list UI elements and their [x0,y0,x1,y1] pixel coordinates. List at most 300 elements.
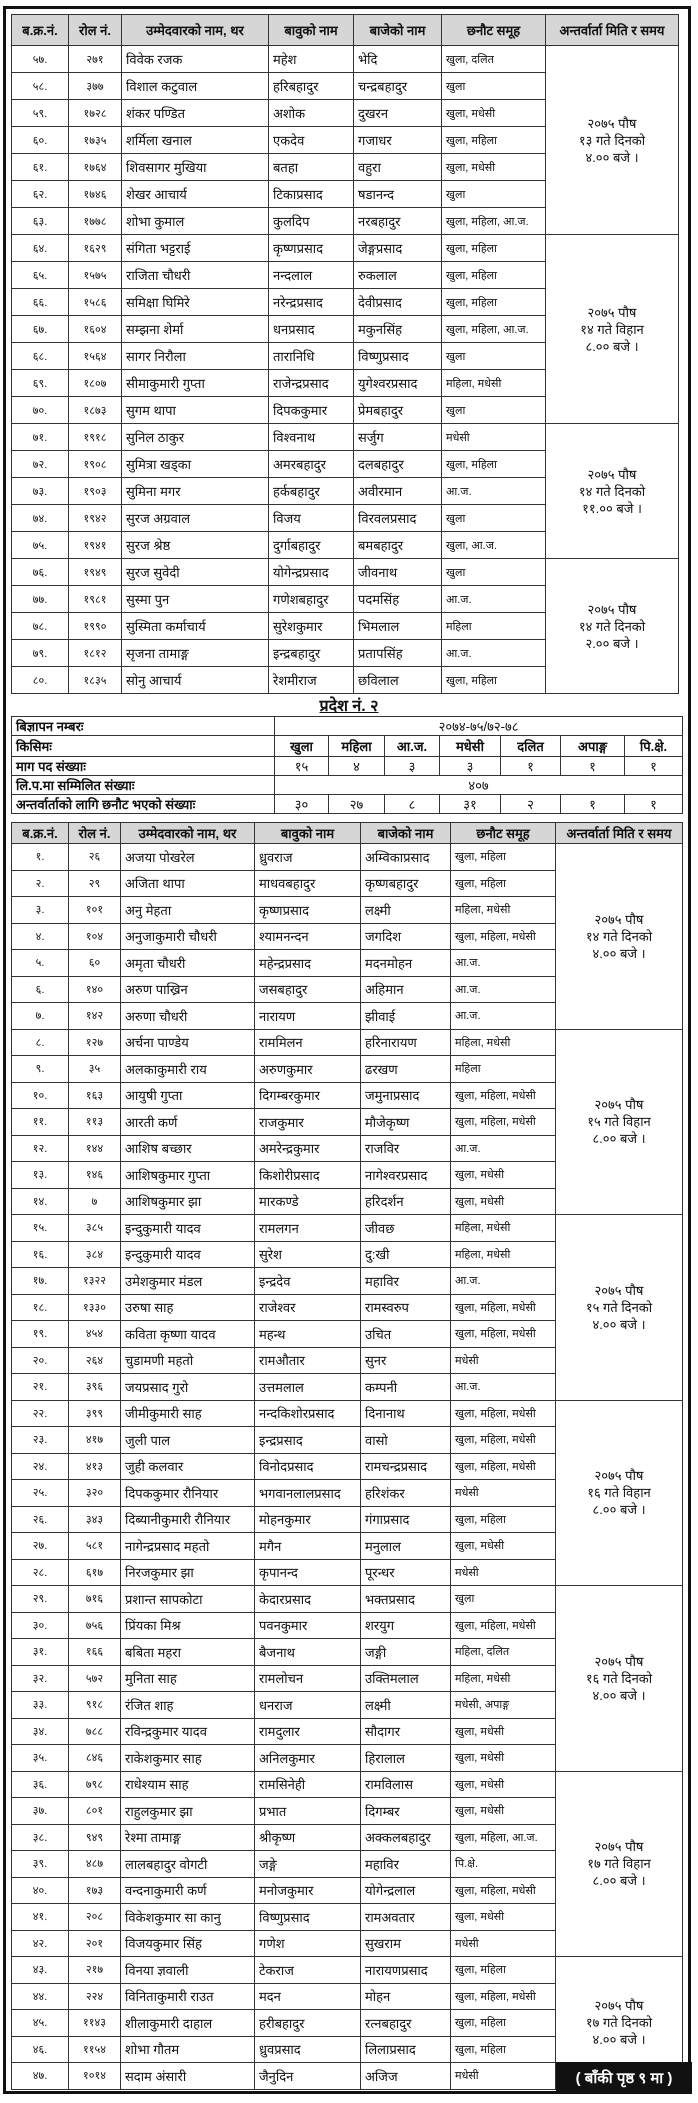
roll-number: १९४९ [69,559,122,586]
father-name: अमरबहादुर [269,451,354,478]
grandfather-name: गंगाप्रसाद [361,1506,451,1533]
selected-cell: २ [501,795,561,814]
grandfather-name: भिमलाल [354,613,442,640]
grandfather-name: युगेश्वरप्रसाद [354,370,442,397]
candidate-name: निरजकुमार झा [121,1559,255,1586]
grandfather-name: राजविर [361,1135,451,1162]
serial-number: ६०. [12,127,69,154]
candidate-name: विशाल कटुवाल [122,73,269,100]
father-name: इन्द्रदेव [255,1268,361,1295]
grandfather-name: अक्कलबहादुर [361,1824,451,1851]
header-serial: ब.क्र.नं. [12,823,69,844]
grandfather-name: जङ्गी [361,1639,451,1666]
selection-group: खुला, दलित [442,46,546,73]
selected-label: अन्तर्वार्ताको लागि छनौट भएको संख्याः [12,795,275,814]
selection-group: खुला, मधेसी [451,1798,556,1825]
serial-number: ५. [12,950,69,977]
table-row [12,1029,683,1056]
father-name: राजकुमार [255,1109,361,1136]
roll-number: ११४३ [69,2010,121,2037]
selection-group: आ.ज. [451,1135,556,1162]
father-name: प्रभात [255,1798,361,1825]
father-name: योगेन्द्रप्रसाद [269,559,354,586]
grandfather-name: महाविर [361,1268,451,1295]
father-name: मारकण्डे [255,1188,361,1215]
father-name: इन्द्रप्रसाद [255,1427,361,1454]
serial-number: २८. [12,1559,69,1586]
candidate-name: जयप्रसाद गुरो [121,1374,255,1401]
roll-number: १७२८ [69,100,122,127]
serial-number: १४. [12,1188,69,1215]
selection-group: महिला, मधेसी [451,897,556,924]
kind-cell: अपाङ्ग [561,736,625,757]
selection-group: महिला, मधेसी [451,1665,556,1692]
selection-group: मधेसी [451,1347,556,1374]
candidate-name: अमृता चौधरी [121,950,255,977]
grandfather-name: दु:खी [361,1241,451,1268]
grandfather-name: मनुलाल [361,1533,451,1560]
serial-number: ४४. [12,1983,69,2010]
header-name: उम्मेदवारको नाम, थर [122,15,269,46]
selection-group: खुला, मधेसी [442,100,546,127]
selection-group: खुला, महिला, आ.ज. [442,316,546,343]
roll-number: २६ [69,844,121,871]
selection-group: खुला, मधेसी [451,1904,556,1931]
selection-group: महिला, मधेसी [442,370,546,397]
candidate-name: नागेन्द्रप्रसाद महतो [121,1533,255,1560]
selection-group: खुला, महिला [451,870,556,897]
father-name: अशोक [269,100,354,127]
grandfather-name: रामअवतार [361,1904,451,1931]
candidate-name: राहुलकुमार झा [121,1798,255,1825]
candidate-name: दिब्यानीकुमारी रौनियार [121,1506,255,1533]
serial-number: ११. [12,1109,69,1136]
interview-datetime-line: २०७५ पौष [594,1998,644,2014]
vacancy-info-table [11,716,683,814]
candidate-name: अर्चना पाण्डेय [121,1029,255,1056]
candidate-name: दिपककुमार रौनियार [121,1480,255,1507]
serial-number: ३९. [12,1851,69,1878]
serial-number: ३८. [12,1824,69,1851]
serial-number: ४७. [12,2063,69,2090]
selection-group: पि.क्षे. [451,1851,556,1878]
demand-cell: ४ [329,757,385,776]
candidate-name: सुस्मा पुन [122,586,269,613]
candidate-name: शोभा कुमाल [122,208,269,235]
serial-number: १३. [12,1162,69,1189]
interview-datetime-line: १६ गते विहान [587,1485,651,1501]
father-name: मनोजकुमार [255,1877,361,1904]
grandfather-name: अजिज [361,2063,451,2090]
roll-number: ३५ [69,1056,121,1083]
selection-group: आ.ज. [451,1003,556,1030]
roll-number: १६२९ [69,235,122,262]
father-name: ध्रुवराज [255,844,361,871]
grandfather-name: चन्द्रबहादुर [354,73,442,100]
roll-number: ९१८ [69,1692,121,1719]
grandfather-name: अम्विकाप्रसाद [361,844,451,871]
roll-number: ७९८ [69,1771,121,1798]
father-name: एकदेव [269,127,354,154]
header-roll: रोल नं. [69,823,121,844]
header-serial: ब.क्र.नं. [12,15,69,46]
roll-number: १९०८ [69,451,122,478]
grandfather-name: दलबहादुर [354,451,442,478]
selection-group: खुला, महिला, मधेसी [451,923,556,950]
roll-number: ३४३ [69,1506,121,1533]
interview-datetime-line: १४ गते विहान [580,321,644,337]
roll-number: १४० [69,976,121,1003]
candidate-table-1 [11,14,679,694]
father-name: विजय [269,505,354,532]
serial-number: ४०. [12,1877,69,1904]
candidate-name: विजयकुमार सिंह [121,1930,255,1957]
roll-number: १३२२ [69,1268,121,1295]
grandfather-name: हिरालाल [361,1745,451,1772]
serial-number: २७. [12,1533,69,1560]
roll-number: १४६ [69,1162,121,1189]
interview-datetime-line: ११.०० बजे । [582,500,642,516]
candidate-name: अरुण पाख्रिन [121,976,255,1003]
interview-datetime-line: २.०० बजे । [585,635,639,651]
father-name: ध्रुवप्रसाद [255,2036,361,2063]
interview-datetime-line: २०७५ पौष [587,304,637,320]
father-name: रामदुलार [255,1718,361,1745]
selection-group: खुला, महिला, मधेसी [451,1983,556,2010]
grandfather-name: सर्जुग [354,424,442,451]
grandfather-name: भक्तप्रसाद [361,1586,451,1613]
serial-number: ३०. [12,1612,69,1639]
interview-datetime-line: १४ गते दिनको [578,483,646,499]
candidate-name: राधेश्याम साह [121,1771,255,1798]
candidate-name: अजया पोखरेल [121,844,255,871]
father-name: विष्णुप्रसाद [255,1904,361,1931]
roll-number: २०८ [69,1904,121,1931]
serial-number: २४. [12,1453,69,1480]
selection-group: खुला, महिला, मधेसी [451,1612,556,1639]
header-interview: अन्तर्वार्ता मिति र समय [556,823,683,844]
serial-number: ७६. [12,559,69,586]
father-name: अमरेन्द्रकुमार [255,1135,361,1162]
selected-cell: ३१ [440,795,501,814]
serial-number: ४२. [12,1930,69,1957]
roll-number: १६०४ [69,316,122,343]
serial-number: ४१. [12,1904,69,1931]
serial-number: ३७. [12,1798,69,1825]
selection-group: खुला, महिला, आ.ज. [442,208,546,235]
candidate-name: चुडामणी महतो [121,1347,255,1374]
interview-datetime-line: २०७५ पौष [587,466,637,482]
table-row [12,424,679,451]
interview-datetime [556,1771,683,1957]
father-name: गणेशबहादुर [269,586,354,613]
candidate-name: सुरज अग्रवाल [122,505,269,532]
candidate-name: अरुणा चौधरी [121,1003,255,1030]
grandfather-name: दुखरन [354,100,442,127]
selected-cell: २७ [329,795,385,814]
serial-number: ४३. [12,1957,69,1984]
candidate-name: रंजित शाह [121,1692,255,1719]
roll-number: १७७८ [69,208,122,235]
serial-number: ६४. [12,235,69,262]
grandfather-name: महाविर [361,1851,451,1878]
candidate-name: विनिताकुमारी राउत [121,1983,255,2010]
father-name: रामसिनेही [255,1771,361,1798]
serial-number: १. [12,844,69,871]
roll-number: ३८५ [69,1215,121,1242]
father-name: दिगम्बरकुमार [255,1082,361,1109]
grandfather-name: जीवछ [361,1215,451,1242]
selection-group: खुला [442,397,546,424]
kind-row [12,736,683,757]
candidate-name: कविता कृष्णा यादव [121,1321,255,1348]
father-name: सुरेशकुमार [269,613,354,640]
selection-group: महिला, दलित [451,1639,556,1666]
candidate-name: वन्दनाकुमारी कर्ण [121,1877,255,1904]
interview-datetime-line: ८.०० बजे । [592,1873,646,1889]
applied-row [12,776,683,795]
roll-number: १४४ [69,1135,121,1162]
grandfather-name: पदमसिंह [354,586,442,613]
serial-number: ५८. [12,73,69,100]
serial-number: २५. [12,1480,69,1507]
table-row [12,1771,683,1798]
grandfather-name: देवीप्रसाद [354,289,442,316]
candidate-name: संगिता भट्टराई [122,235,269,262]
selection-group: खुला, महिला, मधेसी [451,1082,556,1109]
grandfather-name: सौदागर [361,1718,451,1745]
interview-datetime-line: २०७५ पौष [594,1282,644,1298]
father-name: जङ्गे [255,1851,361,1878]
candidate-name: शंकर पण्डित [122,100,269,127]
header-grandfather: बाजेको नाम [354,15,442,46]
serial-number: ६५. [12,262,69,289]
roll-number: १९४२ [69,505,122,532]
interview-datetime [556,1586,683,1772]
selection-group: मधेसी [451,1930,556,1957]
selection-group: खुला, महिला [442,667,546,694]
selection-group: खुला, महिला [451,2036,556,2063]
interview-datetime-line: १४ गते दिनको [585,928,653,944]
grandfather-name: विष्णुप्रसाद [354,343,442,370]
interview-datetime-line: १४ गते दिनको [578,618,646,634]
candidate-name: विनया ज्ञवाली [121,1957,255,1984]
roll-number: २१७ [69,1957,121,1984]
father-name: विनोदप्रसाद [255,1453,361,1480]
serial-number: २१. [12,1374,69,1401]
serial-number: ७२. [12,451,69,478]
father-name: उत्तमलाल [255,1374,361,1401]
header-roll: रोल नं. [69,15,122,46]
grandfather-name: लक्ष्मी [361,1692,451,1719]
roll-number: ४१७ [69,1427,121,1454]
interview-datetime-line: २०७५ पौष [594,1468,644,1484]
candidate-name: रविन्द्रकुमार यादव [121,1718,255,1745]
roll-number: ७ [69,1188,121,1215]
father-name: नन्दलाल [269,262,354,289]
candidate-name: आशिषकुमार झा [121,1188,255,1215]
grandfather-name: भेदि [354,46,442,73]
serial-number: १५. [12,1215,69,1242]
father-name: माधवबहादुर [255,870,361,897]
grandfather-name: शरयुग [361,1612,451,1639]
candidate-name: शिवसागर मुखिया [122,154,269,181]
table-row [12,1586,683,1613]
candidate-name: सीमाकुमारी गुप्ता [122,370,269,397]
candidate-name: आयुषी गुप्ता [121,1082,255,1109]
kind-cell: आ.ज. [385,736,440,757]
roll-number: ६१७ [69,1559,121,1586]
grandfather-name: रुकलाल [354,262,442,289]
grandfather-name: ढरखण [361,1056,451,1083]
selection-group: आ.ज. [442,478,546,505]
selected-row [12,795,683,814]
roll-number: २२४ [69,1983,121,2010]
candidate-name: उमेशकुमार मंडल [121,1268,255,1295]
candidate-name: राजिता चौधरी [122,262,269,289]
table-row [12,1215,683,1242]
father-name: अरुणकुमार [255,1056,361,1083]
roll-number: ६० [69,950,121,977]
interview-datetime-line: २०७५ पौष [594,1097,644,1113]
selection-group: खुला, महिला [451,1506,556,1533]
interview-datetime-line: १३ गते दिनको [578,132,646,148]
candidate-name: आशिषकुमार गुप्ता [121,1162,255,1189]
candidate-name: अनु मेहता [121,897,255,924]
interview-datetime-line: ४.०० बजे । [592,1687,646,1703]
candidate-name: सम्झना शेर्मा [122,316,269,343]
serial-number: ६६. [12,289,69,316]
candidate-name: प्रिंयका मिश्र [121,1612,255,1639]
grandfather-name: जीवनाथ [354,559,442,586]
father-name: हर्कबहादुर [269,478,354,505]
roll-number: ५८१ [69,1533,121,1560]
selected-cell: १ [625,795,683,814]
candidate-name: शर्मिला खनाल [122,127,269,154]
roll-number: १२७ [69,1029,121,1056]
roll-number: १६६ [69,1639,121,1666]
candidate-name: अजिता थापा [121,870,255,897]
roll-number: १५६४ [69,343,122,370]
grandfather-name: नारायणप्रसाद [361,1957,451,1984]
roll-number: ८४६ [69,1745,121,1772]
selection-group: खुला, महिला, आ.ज. [451,1824,556,1851]
roll-number: ५७२ [69,1665,121,1692]
candidate-name: जुही कलवार [121,1453,255,1480]
candidate-name: सृजना तामाङ्ग [122,640,269,667]
roll-number: ८०१ [69,1798,121,1825]
interview-datetime-line: ८.०० बजे । [585,338,639,354]
table-row [12,844,683,871]
serial-number: ४५. [12,2010,69,2037]
interview-datetime-line: ४.०० बजे । [592,1316,646,1332]
selection-group: मधेसी [451,2063,556,2090]
candidate-name: सुरज सुवेदी [122,559,269,586]
grandfather-name: अवीरमान [354,478,442,505]
serial-number: ६९. [12,370,69,397]
father-name: गणेश [255,1930,361,1957]
table-row [12,235,679,262]
grandfather-name: गजाधर [354,127,442,154]
serial-number: ९. [12,1056,69,1083]
grandfather-name: लक्ष्मी [361,897,451,924]
roll-number: २७१ [69,46,122,73]
candidate-name: जुली पाल [121,1427,255,1454]
grandfather-name: हरिशंकर [361,1480,451,1507]
roll-number: १०१४ [69,2063,121,2090]
interview-datetime-line: २०७५ पौष [594,1839,644,1855]
demand-label: माग पद संख्याः [12,757,275,776]
grandfather-name: जमुनाप्रसाद [361,1082,451,1109]
father-name: राममिलन [255,1029,361,1056]
grandfather-name: बमबहादुर [354,532,442,559]
candidate-name: सागर निरौला [122,343,269,370]
candidate-name: शोभा गौतम [121,2036,255,2063]
serial-number: ७. [12,1003,69,1030]
candidate-name: आशिष बच्छार [121,1135,255,1162]
candidate-name: सुगम थापा [122,397,269,424]
serial-number: ६८. [12,343,69,370]
roll-number: १५७५ [69,262,122,289]
candidate-name: विकेशकुमार सा कानु [121,1904,255,1931]
roll-number: १८३५ [69,667,122,694]
candidate-name: अनुजाकुमारी चौधरी [121,923,255,950]
header-grandfather: बाजेको नाम [361,823,451,844]
serial-number: ८०. [12,667,69,694]
interview-datetime-line: ८.०० बजे । [592,1131,646,1147]
selection-group: आ.ज. [451,1374,556,1401]
grandfather-name: उचित [361,1321,451,1348]
roll-number: १८७३ [69,397,122,424]
roll-number: १६३ [69,1082,121,1109]
roll-number: ७८८ [69,1718,121,1745]
demand-cell: १ [625,757,683,776]
demand-cell: १ [561,757,625,776]
selection-group: खुला, महिला [442,289,546,316]
candidate-name: सुमिना मगर [122,478,269,505]
father-name: रामलोचन [255,1665,361,1692]
candidate-name: प्रशान्त सापकोटा [121,1586,255,1613]
serial-number: ४६. [12,2036,69,2063]
father-name: मोहनकुमार [255,1506,361,1533]
selection-group: खुला [442,343,546,370]
interview-datetime [546,46,679,235]
roll-number: १९८१ [69,586,122,613]
roll-number: ४१३ [69,1453,121,1480]
father-name: तारानिधि [269,343,354,370]
selection-group: खुला, महिला, मधेसी [451,1400,556,1427]
header-group: छनौट समूह [451,823,556,844]
roll-number: १७६४ [69,154,122,181]
serial-number: ३१. [12,1639,69,1666]
interview-datetime-line: २०७५ पौष [587,601,637,617]
grandfather-name: वासो [361,1427,451,1454]
interview-datetime-line: १५ गते विहान [587,1114,651,1130]
selected-cell: ३० [275,795,329,814]
selection-group: खुला, महिला [442,235,546,262]
selection-group: खुला, महिला [451,844,556,871]
candidate-name: शीलाकुमारी दाहाल [121,2010,255,2037]
father-name: नरेन्द्रप्रसाद [269,289,354,316]
ad-number-label: बिज्ञापन नम्बरः [12,717,275,736]
father-name: दिपककुमार [269,397,354,424]
kind-cell: मधेसी [440,736,501,757]
serial-number: ७४. [12,505,69,532]
roll-number: १८०७ [69,370,122,397]
interview-datetime [546,559,679,694]
grandfather-name: रामस्वरुप [361,1294,451,1321]
roll-number: ७१६ [69,1586,121,1613]
